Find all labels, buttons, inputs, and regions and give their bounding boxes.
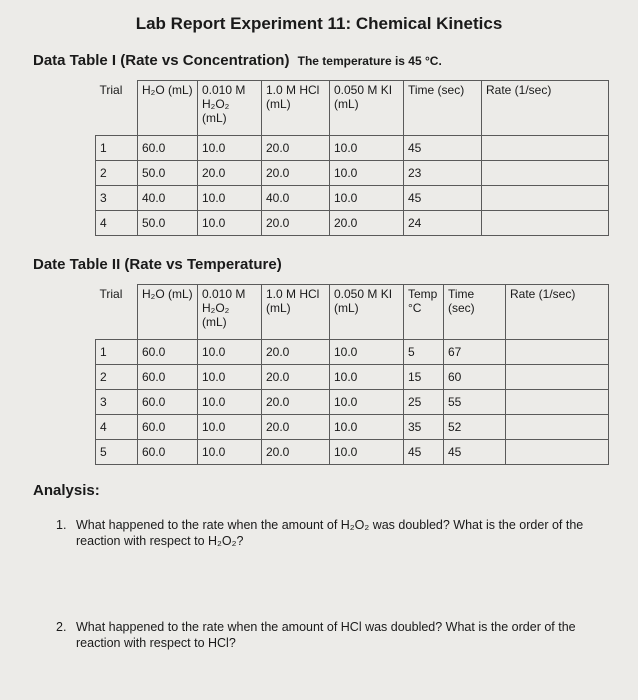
table-row — [96, 415, 609, 440]
table-cell: 10.0 — [330, 440, 404, 465]
table-cell: 25 — [404, 390, 444, 415]
data-table-2 — [95, 284, 609, 465]
header-cell: 0.050 M KI (mL) — [330, 285, 404, 340]
header-cell: 0.010 M H₂O₂ (mL) — [198, 285, 262, 340]
table-cell: 10.0 — [198, 440, 262, 465]
table1-heading — [33, 52, 442, 69]
table-cell: 10.0 — [330, 365, 404, 390]
rate-cell[interactable] — [482, 136, 609, 161]
table-cell: 20.0 — [262, 440, 330, 465]
table-cell: 15 — [404, 365, 444, 390]
table-cell: 10.0 — [198, 186, 262, 211]
rate-cell[interactable] — [506, 440, 609, 465]
header-cell: Time (sec) — [404, 81, 482, 136]
table-cell: 20.0 — [262, 211, 330, 236]
question-text: What happened to the rate when the amount of H₂O₂ was doubled? What is the order of the reaction with respect to H₂O₂? — [76, 518, 584, 548]
table-cell: 1 — [96, 136, 138, 161]
header-cell: H₂O (mL) — [138, 285, 198, 340]
table-row — [96, 136, 609, 161]
table-cell: 20.0 — [262, 390, 330, 415]
table-row — [96, 211, 609, 236]
question-number: 2. — [56, 620, 67, 634]
table-cell: 10.0 — [330, 186, 404, 211]
rate-cell[interactable] — [482, 211, 609, 236]
table-cell: 2 — [96, 365, 138, 390]
table-cell: 5 — [96, 440, 138, 465]
table-cell: 50.0 — [138, 161, 198, 186]
table-cell: 10.0 — [198, 340, 262, 365]
table-cell: 10.0 — [198, 136, 262, 161]
temperature-note: The temperature is 45 °C. — [297, 54, 442, 68]
table-cell: 10.0 — [198, 390, 262, 415]
table-cell: 45 — [444, 440, 506, 465]
header-cell: H₂O (mL) — [138, 81, 198, 136]
header-cell: Time (sec) — [444, 285, 506, 340]
table-cell: 10.0 — [330, 390, 404, 415]
table-cell: 60.0 — [138, 340, 198, 365]
table-cell: 20.0 — [262, 161, 330, 186]
table-cell: 3 — [96, 186, 138, 211]
header-cell: 0.050 M KI (mL) — [330, 81, 404, 136]
table-cell: 2 — [96, 161, 138, 186]
table-cell: 20.0 — [198, 161, 262, 186]
header-cell: Trial — [96, 285, 138, 340]
table-cell: 10.0 — [330, 415, 404, 440]
table-cell: 4 — [96, 415, 138, 440]
table-cell: 50.0 — [138, 211, 198, 236]
header-cell: 0.010 M H₂O₂ (mL) — [198, 81, 262, 136]
table-cell: 10.0 — [198, 211, 262, 236]
table-cell: 45 — [404, 136, 482, 161]
rate-cell[interactable] — [506, 415, 609, 440]
table-cell: 40.0 — [262, 186, 330, 211]
table-cell: 40.0 — [138, 186, 198, 211]
table-cell: 10.0 — [330, 340, 404, 365]
table-cell: 45 — [404, 186, 482, 211]
rate-cell[interactable] — [482, 161, 609, 186]
table1-heading-text: Data Table I (Rate vs Concentration) — [33, 52, 290, 69]
table-row — [96, 161, 609, 186]
header-cell: 1.0 M HCl (mL) — [262, 285, 330, 340]
header-cell: Trial — [96, 81, 138, 136]
table2-heading: Date Table II (Rate vs Temperature) — [33, 256, 282, 273]
table-cell: 35 — [404, 415, 444, 440]
table1-header-row — [96, 81, 609, 136]
table-cell: 20.0 — [330, 211, 404, 236]
table-cell: 60.0 — [138, 136, 198, 161]
question-2 — [56, 619, 611, 651]
table-cell: 60.0 — [138, 365, 198, 390]
table-row — [96, 440, 609, 465]
table-cell: 55 — [444, 390, 506, 415]
table-cell: 10.0 — [330, 136, 404, 161]
table-row — [96, 365, 609, 390]
table-cell: 60.0 — [138, 390, 198, 415]
rate-cell[interactable] — [482, 186, 609, 211]
table-cell: 24 — [404, 211, 482, 236]
table-cell: 5 — [404, 340, 444, 365]
header-cell: Rate (1/sec) — [506, 285, 609, 340]
rate-cell[interactable] — [506, 390, 609, 415]
table-cell: 10.0 — [198, 415, 262, 440]
table-cell: 20.0 — [262, 415, 330, 440]
table-cell: 60 — [444, 365, 506, 390]
table-row — [96, 186, 609, 211]
header-cell: Temp °C — [404, 285, 444, 340]
table-cell: 60.0 — [138, 415, 198, 440]
question-1 — [56, 517, 611, 549]
data-table-1 — [95, 80, 609, 236]
table-cell: 1 — [96, 340, 138, 365]
header-cell: Rate (1/sec) — [482, 81, 609, 136]
table-cell: 67 — [444, 340, 506, 365]
table-row — [96, 340, 609, 365]
table-cell: 45 — [404, 440, 444, 465]
table-cell: 4 — [96, 211, 138, 236]
table-cell: 10.0 — [330, 161, 404, 186]
table-cell: 3 — [96, 390, 138, 415]
table-cell: 23 — [404, 161, 482, 186]
table-cell: 60.0 — [138, 440, 198, 465]
analysis-heading: Analysis: — [33, 482, 100, 499]
header-cell: 1.0 M HCl (mL) — [262, 81, 330, 136]
table-cell: 20.0 — [262, 136, 330, 161]
table-cell: 20.0 — [262, 365, 330, 390]
table-cell: 52 — [444, 415, 506, 440]
table-cell: 20.0 — [262, 340, 330, 365]
question-number: 1. — [56, 518, 67, 532]
rate-cell[interactable] — [506, 340, 609, 365]
rate-cell[interactable] — [506, 365, 609, 390]
table-cell: 10.0 — [198, 365, 262, 390]
question-text: What happened to the rate when the amount of HCl was doubled? What is the order of the reaction with respect to HCl? — [76, 620, 576, 650]
table2-header-row — [96, 285, 609, 340]
page-title: Lab Report Experiment 11: Chemical Kinetics — [135, 14, 503, 33]
table-row — [96, 390, 609, 415]
